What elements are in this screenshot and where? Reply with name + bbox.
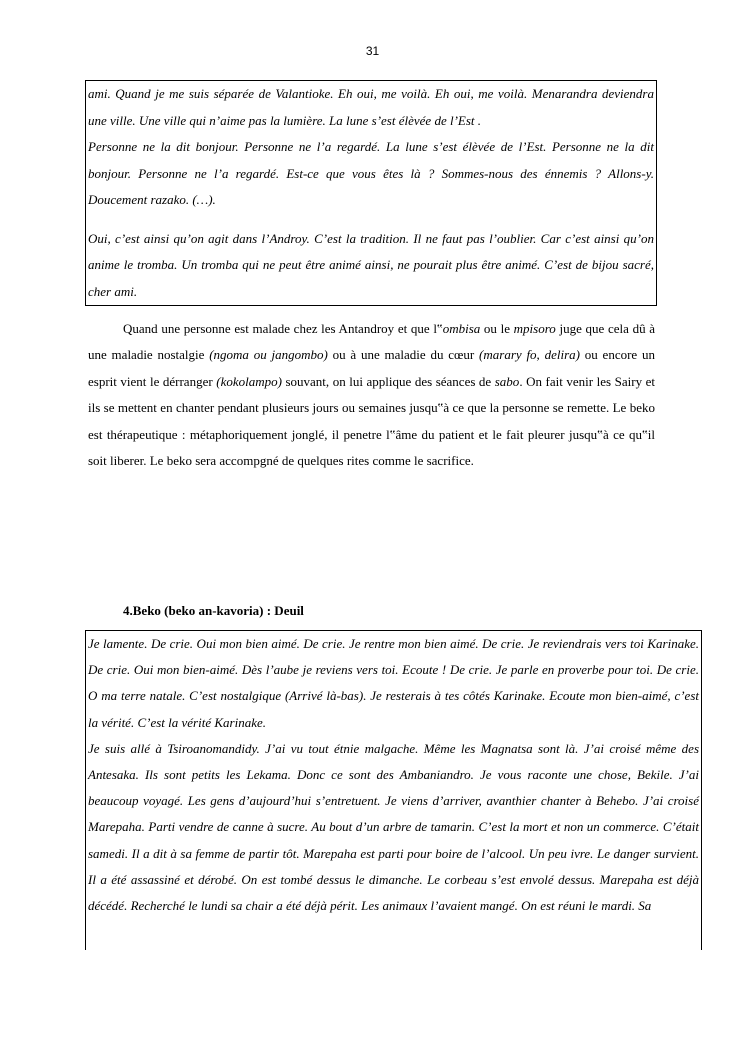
term-italic: sabo bbox=[494, 373, 520, 389]
term-italic: (marary fo, delira) bbox=[479, 347, 580, 363]
term-italic: mpisoro bbox=[513, 321, 556, 336]
term-italic: (ngoma ou jangombo) bbox=[209, 347, 328, 363]
page-number: 31 bbox=[365, 44, 380, 58]
body-paragraph: Quand une personne est malade chez les Antandroy et que l‟ombisa ou le mpisoro juge que cela dû à une maladie nostalgie (ngoma ou jangombo) ou à une maladie du cœur (marary fo, delira) ou encore un esprit vient le dérranger (kokolampo) souvant, on lui applique des séances de sabo. On fait venir les Sairy et ils se mettent en chanter pendant plusieurs jours ou semaines jusqu‟à ce que la personne se remette. Le beko est thérapeutique : métaphoriquement jonglé, il penetre l‟âme du patient et le fait pleurer jusqu‟à ce qu‟il soit liberer. Le beko sera accompgné de quelques rites comme le sacrifice. bbox=[88, 321, 656, 469]
quote-paragraph: Je lamente. De crie. Oui mon bien aimé. De crie. Je rentre mon bien aimé. De crie. Je reviendrais vers toi Karinake. De crie. Oui mon bien-aimé. Dès l’aube je reviens vers toi. Ecoute ! De crie. Je parle en proverbe pour toi. De crie. O ma terre natale. C’est nostalgique (Arrivé là-bas). Je resterais à tes côtés Karinake. Ecoute mon bien-aimé, c’est la vérité. C’est la vérité Karinake. bbox=[88, 636, 699, 730]
quote-paragraph: Personne ne la dit bonjour. Personne ne l’a regardé. La lune s’est élèvée de l’Est. Personne ne la dit bonjour. Personne ne l’a regardé. Est-ce que vous êtes là ? Sommes-nous des énnemis ? Allons-y. Doucement razako. (…). bbox=[88, 139, 654, 207]
quote-box-top bbox=[85, 80, 657, 306]
quote-box-bottom bbox=[85, 630, 702, 950]
quote-paragraph: ami. Quand je me suis séparée de Valantioke. Eh oui, me voilà. Eh oui, me voilà. Menarandra deviendra une ville. Une ville qui n’aime pas la lumière. La lune s’est élèvée de l’Est . bbox=[88, 86, 654, 128]
section-heading: 4.Beko (beko an-kavoria) : Deuil bbox=[123, 603, 304, 618]
term-italic: (kokolampo) bbox=[216, 373, 282, 389]
term-italic: ombisa bbox=[442, 321, 481, 336]
quote-paragraph: Oui, c’est ainsi qu’on agit dans l’Androy. C’est la tradition. Il ne faut pas l’oublier. Car c’est ainsi qu’on anime le tromba. Un tromba qui ne peut être animé ainsi, ne pourait plus être animé. C’est de bijou sacré, cher ami. bbox=[88, 230, 654, 299]
quote-paragraph: Je suis allé à Tsiroanomandidy. J’ai vu tout étnie malgache. Même les Magnatsa sont là. J’ai croisé même des Antesaka. Ils sont petits les Lekama. Donc ce sont des Ambaniandro. Je vous raconte une chose, Bekile. J’ai beaucoup voyagé. Les gens d’aujourd’hui s’entretuent. Je viens d’arriver, avanthier chanter à Behebo. J’ai croisé Marepaha. Parti vendre de canne à sucre. Au bout d’un arbre de tamarin. C’est la mort et non un commerce. C’était samedi. Il a dit à sa femme de partir tôt. Marepaha est parti pour boire de l’alcool. Un peu ivre. Le danger survient. Il a été assassiné et dérobé. On est tombé dessus le dimanche. Le corbeau s’est envolé dessus. Marepaha est déjà décédé. Recherché le lundi sa chair a été déjà périt. Les animaux l’avaient mangé. On est réuni le mardi. Sa bbox=[88, 740, 699, 914]
